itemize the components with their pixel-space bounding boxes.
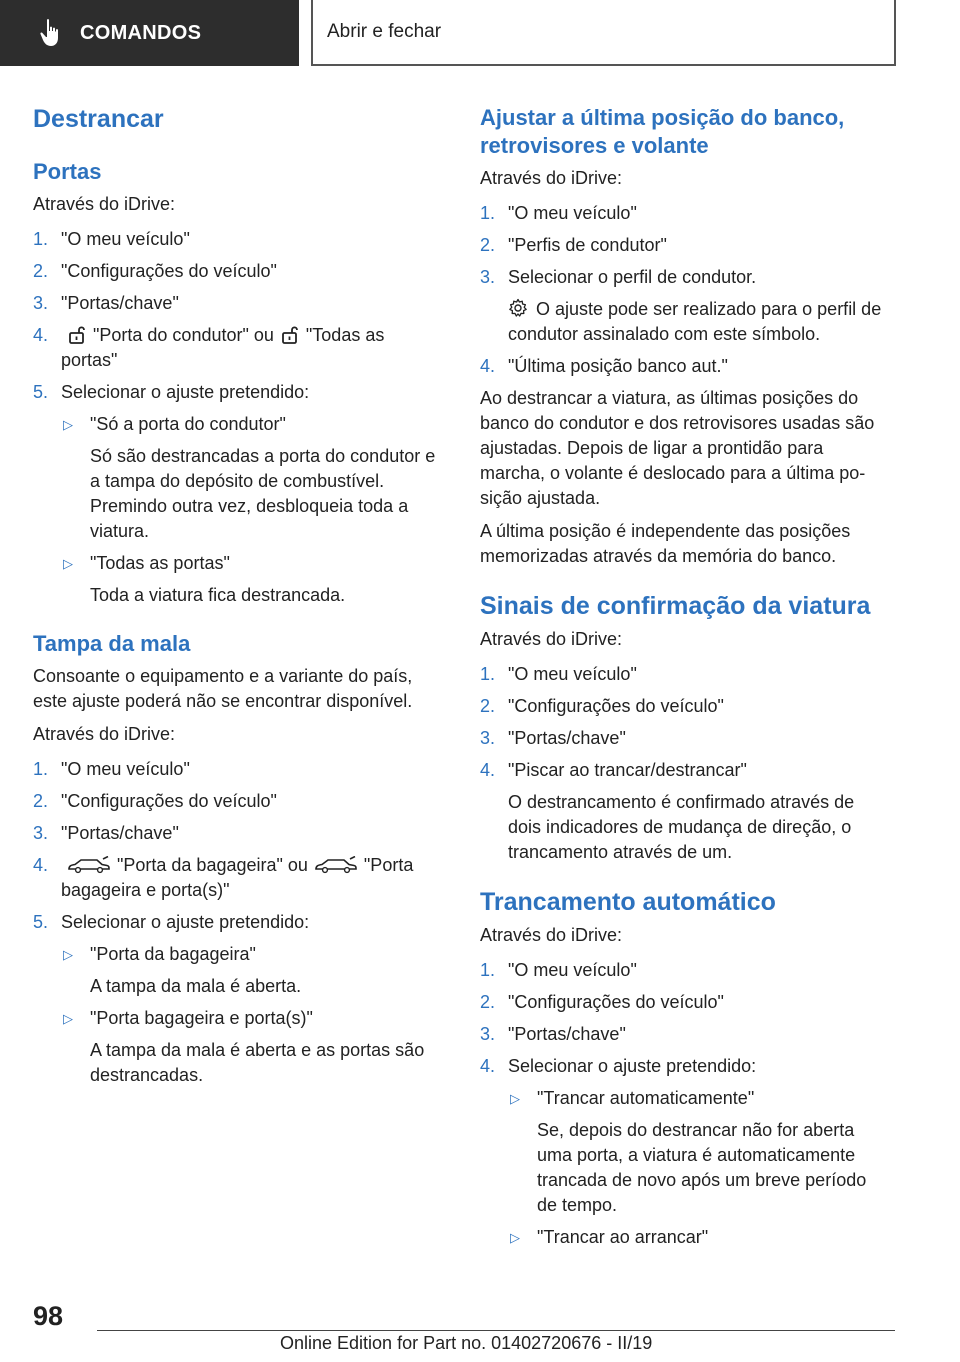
car-tailgate-icon bbox=[67, 856, 111, 874]
heading-trancamento: Trancamento automático bbox=[480, 888, 776, 916]
triangle-bullet-icon: ▷ bbox=[63, 947, 73, 962]
triangle-bullet-icon: ▷ bbox=[63, 417, 73, 432]
list-item: 1. "O meu veículo" bbox=[480, 960, 637, 980]
list-item: 1. "O meu veículo" bbox=[33, 229, 190, 249]
page-header bbox=[0, 0, 960, 66]
sub-option: ▷ "Porta da bagageira" A tampa da mala é aberta. bbox=[61, 942, 443, 999]
paragraph: Ao destrancar a viatura, as últimas posições do banco do condutor e dos retrovisores usadas são ajustadas. Depois de ligar a prontidão para marcha, o volante é deslocado para a última posição ajustada. bbox=[480, 388, 875, 508]
list-item: 2. "Configurações do veículo" bbox=[480, 696, 724, 716]
paragraph: A última posição é independente das posições memorizadas através da memória do banco. bbox=[480, 521, 851, 566]
heading-destrancar: Destrancar bbox=[33, 105, 164, 133]
footer-edition: Online Edition for Part no. 01402720676 - II/19 bbox=[280, 1333, 653, 1353]
triangle-bullet-icon: ▷ bbox=[510, 1091, 520, 1106]
section-title: COMANDOS bbox=[80, 21, 202, 44]
car-tailgate-doors-icon bbox=[314, 856, 358, 874]
list-item: 1. "O meu veículo" bbox=[480, 203, 637, 223]
sub-option: ▷ "Porta bagageira e porta(s)" A tampa da mala é aberta e as portas são destrancadas. bbox=[61, 1006, 443, 1088]
list-item: 1. "O meu veículo" bbox=[480, 664, 637, 684]
steps-list-ajustar bbox=[480, 201, 890, 379]
paragraph: Consoante o equipamento e a variante do país, este ajuste poderá não se encontrar disponível. bbox=[33, 666, 413, 711]
intro-text: Através do iDrive: bbox=[480, 629, 623, 649]
triangle-bullet-icon: ▷ bbox=[63, 1011, 73, 1026]
steps-list-sinais bbox=[480, 662, 890, 865]
list-item: 2. "Configurações do veículo" bbox=[480, 992, 724, 1012]
page-number: 98 bbox=[33, 1301, 64, 1331]
steps-list-trancamento bbox=[480, 958, 890, 1250]
right-column bbox=[480, 100, 890, 1257]
list-item: 4. Selecionar o ajuste pretendido: ▷ "Trancar automaticamente" Se, depois do destrancar não for aberta uma porta, a viatura é automaticamente trancada de novo após um breve período de tempo. ▷ "Trancar ao arrancar" bbox=[480, 1054, 890, 1250]
list-item: 4. "Última posição banco aut." bbox=[480, 356, 728, 376]
list-item: 4. "Porta da bagageira" ou "Porta bagageira e porta(s)" bbox=[33, 855, 414, 900]
unlock-icon bbox=[67, 324, 87, 344]
sub-option: ▷ "Só a porta do condutor" Só são destrancadas a porta do condutor e a tampa do depósito de combustível. Premindo outra vez, desbloqueia toda a viatura. bbox=[61, 412, 443, 544]
list-item: 3. "Portas/chave" bbox=[33, 293, 179, 313]
list-item: 3. "Portas/chave" bbox=[33, 823, 179, 843]
list-item: 4. "Piscar ao trancar/destrancar" O destrancamento é confirmado através de dois indicadores de mudança de direção, o trancamento através de um. bbox=[480, 760, 855, 862]
heading-portas: Portas bbox=[33, 159, 102, 184]
list-item: 3. "Portas/chave" bbox=[480, 728, 626, 748]
triangle-bullet-icon: ▷ bbox=[510, 1230, 520, 1245]
triangle-bullet-icon: ▷ bbox=[63, 556, 73, 571]
sub-option: ▷ "Todas as portas" Toda a viatura fica destrancada. bbox=[61, 551, 443, 608]
intro-text: Através do iDrive: bbox=[480, 925, 623, 945]
intro-text: Através do iDrive: bbox=[33, 194, 176, 214]
heading-ajustar: Ajustar a última posição do banco, retrovisores e volante bbox=[480, 105, 845, 158]
list-item: 5. Selecionar o ajuste pretendido: ▷ "Só a porta do condutor" Só são destrancadas a porta do condutor e a tampa do depósito de combustível. Premindo outra vez, desbloqueia toda a viatura. ▷ "Todas as portas" Toda a viatura fica destrancada. bbox=[33, 380, 443, 608]
left-column bbox=[33, 100, 443, 1095]
intro-text: Através do iDrive: bbox=[480, 168, 623, 188]
sub-option: ▷ "Trancar automaticamente" Se, depois do destrancar não for aberta uma porta, a viatura é automaticamente trancada de novo após um breve período de tempo. bbox=[508, 1086, 890, 1218]
chapter-tab bbox=[311, 0, 896, 66]
list-item: 3. Selecionar o perfil de condutor. O ajuste pode ser realizado para o perfil de condutor assinalado com este símbolo. bbox=[480, 267, 882, 344]
list-item: 2. "Configurações do veículo" bbox=[33, 791, 277, 811]
section-tab bbox=[0, 0, 299, 66]
list-item: 4. "Porta do condutor" ou "Todas as portas" bbox=[33, 325, 385, 370]
list-item: 2. "Configurações do veículo" bbox=[33, 261, 277, 281]
unlock-icon bbox=[280, 324, 300, 344]
heading-sinais: Sinais de confirmação da viatura bbox=[480, 592, 871, 620]
list-item: 5. Selecionar o ajuste pretendido: ▷ "Porta da bagageira" A tampa da mala é aberta. ▷ "Porta bagageira e porta(s)" A tampa da mala é aberta e as portas são destrancadas. bbox=[33, 910, 443, 1088]
chapter-title: Abrir e fechar bbox=[327, 21, 442, 42]
list-item: 3. "Portas/chave" bbox=[480, 1024, 626, 1044]
gear-icon bbox=[508, 298, 528, 318]
steps-list-mala bbox=[33, 757, 443, 1088]
list-item: 2. "Perfis de condutor" bbox=[480, 235, 667, 255]
intro-text: Através do iDrive: bbox=[33, 724, 176, 744]
steps-list-portas bbox=[33, 227, 443, 608]
heading-tampa-mala: Tampa da mala bbox=[33, 631, 191, 656]
footer-divider bbox=[97, 1330, 895, 1331]
pointing-hand-icon bbox=[38, 18, 64, 48]
list-item: 1. "O meu veículo" bbox=[33, 759, 190, 779]
sub-option: ▷ "Trancar ao arrancar" bbox=[508, 1225, 890, 1250]
